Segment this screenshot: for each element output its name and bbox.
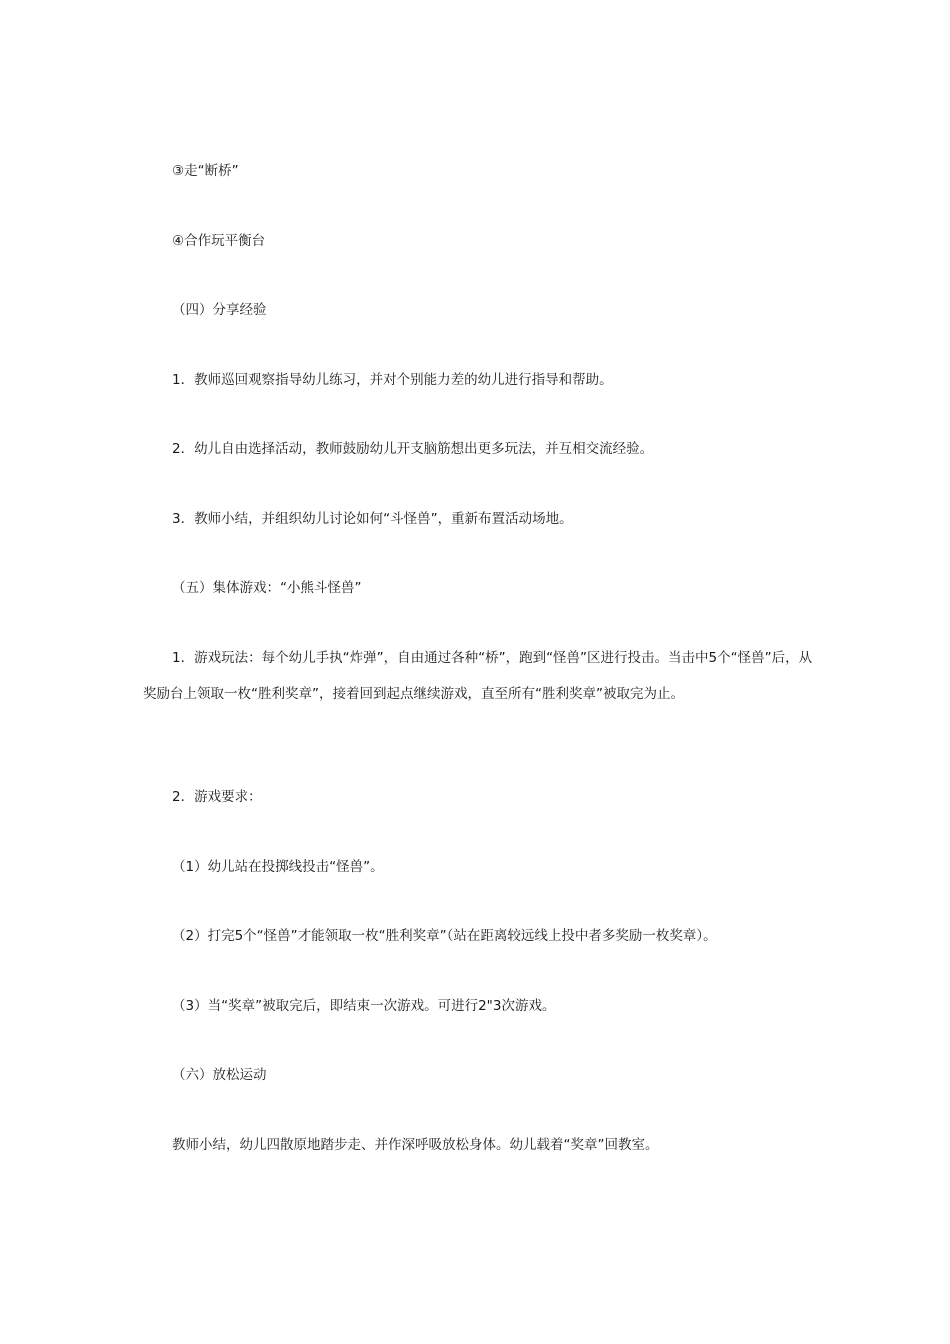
paragraph-walk-broken-bridge: ③走“断桥” [172, 163, 239, 179]
section-heading-share-experience: （四）分享经验 [172, 302, 267, 318]
paragraph-item-1: 1．教师巡回观察指导幼儿练习，并对个别能力差的幼儿进行指导和帮助。 [172, 372, 613, 388]
paragraph-requirement-1: （1）幼儿站在投掷线投击“怪兽”。 [172, 859, 384, 875]
paragraph-game-requirements: 2．游戏要求： [172, 789, 262, 805]
paragraph-item-2: 2．幼儿自由选择活动，教师鼓励幼儿开支脑筋想出更多玩法，并互相交流经验。 [172, 441, 654, 457]
paragraph-game-rules: 1．游戏玩法：每个幼儿手执“炸弹”，自由通过各种“桥”，跑到“怪兽”区进行投击。当击中5个“怪兽”后，从奖励台上领取一枚“胜利奖章”，接着回到起点继续游戏，直至所有“胜利奖章”被取完为止。 [143, 650, 813, 702]
section-heading-relaxation: （六）放松运动 [172, 1067, 267, 1083]
paragraph-balance-platform: ④合作玩平衡台 [172, 233, 266, 249]
paragraph-item-3: 3．教师小结，并组织幼儿讨论如何“斗怪兽”，重新布置活动场地。 [172, 511, 573, 527]
section-heading-group-game: （五）集体游戏：“小熊斗怪兽” [172, 580, 362, 596]
paragraph-requirement-2: （2）打完5个“怪兽”才能领取一枚“胜利奖章”（站在距离较远线上投中者多奖励一枚奖章）。 [172, 928, 717, 944]
paragraph-teacher-summary: 教师小结，幼儿四散原地踏步走、并作深呼吸放松身体。幼儿载着“奖章”回教室。 [172, 1137, 659, 1153]
paragraph-requirement-3: （3）当“奖章”被取完后，即结束一次游戏。可进行2"3次游戏。 [172, 998, 556, 1014]
